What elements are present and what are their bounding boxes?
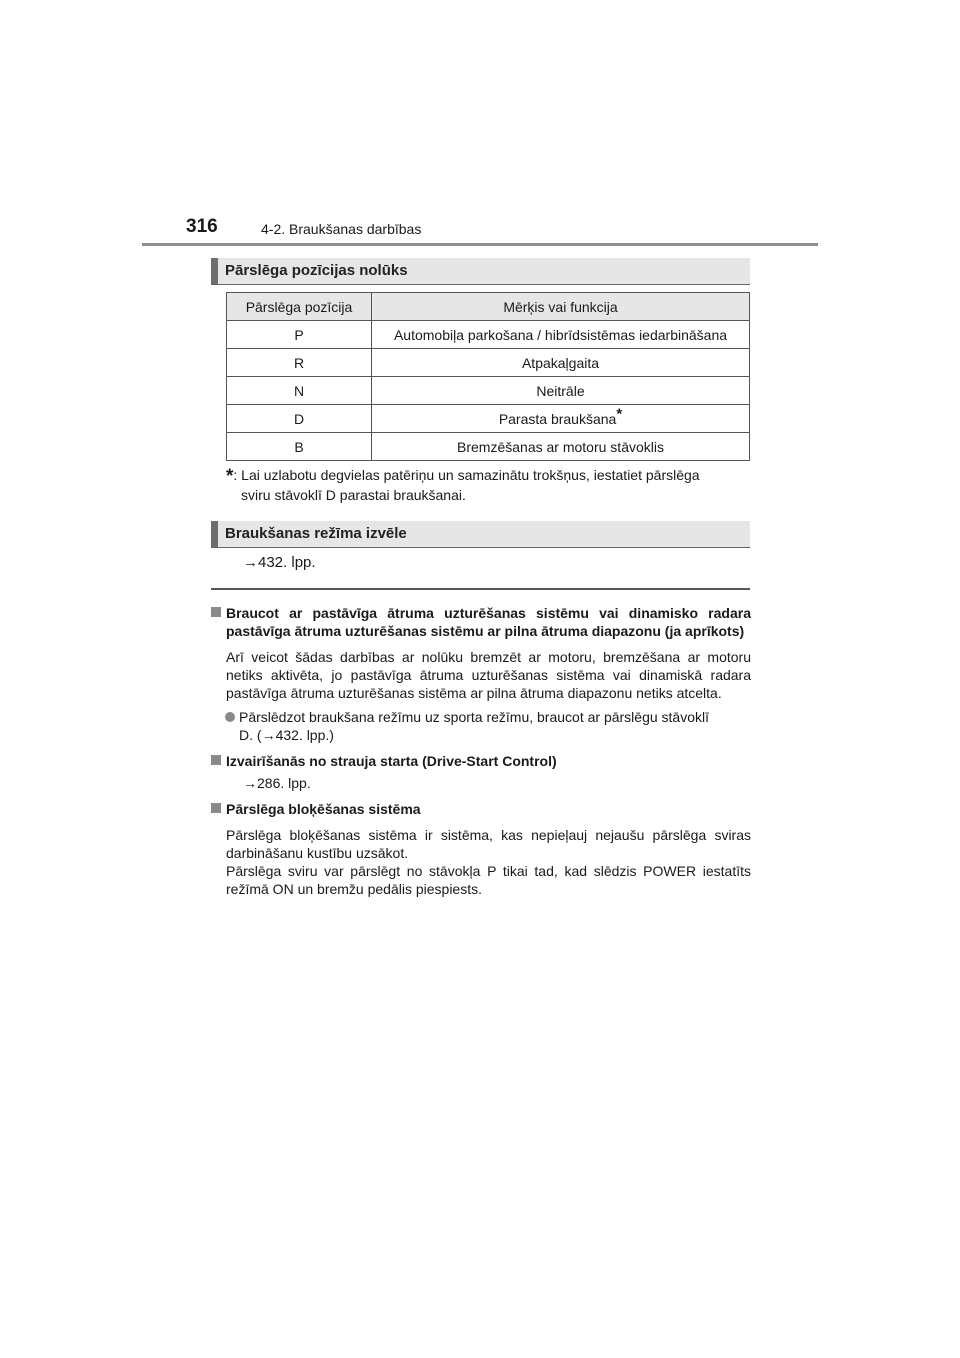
arrow-icon: → xyxy=(243,554,258,571)
arrow-icon: → xyxy=(261,727,276,743)
page-number: 316 xyxy=(186,216,218,237)
footnote-line2: sviru stāvoklī D parastai braukšanai. xyxy=(241,487,466,503)
note-title-text: Izvairīšanās no strauja starta (Drive-Start Control) xyxy=(226,753,557,769)
section-heading-shift-positions xyxy=(211,258,750,285)
reference-text: 432. lpp. xyxy=(258,554,316,571)
note-title xyxy=(211,752,751,770)
header-rule xyxy=(142,243,818,246)
notes-section xyxy=(211,596,751,898)
drive-mode-reference[interactable] xyxy=(243,554,316,571)
table-header-row xyxy=(227,293,750,321)
table-row xyxy=(227,433,750,461)
table-cell: Atpakaļgaita xyxy=(372,349,750,377)
section-path: 4-2. Braukšanas darbības xyxy=(261,221,422,237)
bullet-reference[interactable]: 432. lpp.) xyxy=(275,727,334,743)
reference-text: 286. lpp. xyxy=(257,775,311,791)
table-row xyxy=(227,321,750,349)
note-reference[interactable] xyxy=(211,774,751,792)
notes-divider xyxy=(211,588,750,590)
table-cell: B xyxy=(227,433,372,461)
square-bullet-icon xyxy=(211,607,221,617)
bullet-text-pre: D. ( xyxy=(239,727,262,743)
square-bullet-icon xyxy=(211,803,221,813)
note-body: Pārslēga bloķēšanas sistēma ir sistēma, kas nepieļauj nejaušu pārslēga sviras darbināšanu kustību uzsākot. xyxy=(226,827,751,861)
bullet-text: Pārslēdzot braukšana režīmu uz sporta režīmu, braucot ar pārslēgu stāvoklī xyxy=(239,709,709,725)
circle-bullet-icon xyxy=(225,712,235,722)
note-bullet xyxy=(211,708,751,744)
note-body: Pārslēga sviru var pārslēgt no stāvokļa P tikai tad, kad slēdzis POWER iestatīts režīmā ON un bremžu pedālis piespiests. xyxy=(226,863,751,897)
table-cell xyxy=(372,405,750,433)
table-cell-text: Parasta braukšana xyxy=(498,410,617,427)
table-header-cell: Pārslēga pozīcija xyxy=(227,293,372,321)
section-heading-label: Braukšanas režīma izvēle xyxy=(225,525,407,542)
footnote-star: * xyxy=(226,466,234,487)
table-row xyxy=(227,377,750,405)
note-title xyxy=(211,604,751,640)
table-cell: Automobiļa parkošana / hibrīdsistēmas iedarbināšana xyxy=(372,321,750,349)
table-row xyxy=(227,349,750,377)
table-cell: N xyxy=(227,377,372,405)
note-body: Arī veicot šādas darbības ar nolūku bremzēt ar motoru, bremzēšana ar motoru netiks aktivēta, jo pastāvīga ātruma uzturēšanas sistēma vai dinamiskā radara pastāvīga ātruma uzturēšanas sistēma ar pilna ātruma diapazonu netiks atcelta. xyxy=(226,649,751,701)
square-bullet-icon xyxy=(211,755,221,765)
table-cell: P xyxy=(227,321,372,349)
table-footnote xyxy=(226,465,746,505)
table-cell: Neitrāle xyxy=(372,377,750,405)
footnote-line1: : Lai uzlabotu degvielas patēriņu un samazinātu trokšņus, iestatiet pārslēga xyxy=(233,467,700,483)
table-cell: D xyxy=(227,405,372,433)
table-cell: Bremzēšanas ar motoru stāvoklis xyxy=(372,433,750,461)
table-cell: R xyxy=(227,349,372,377)
footnote-marker: * xyxy=(616,404,623,422)
section-heading-drive-mode xyxy=(211,521,750,548)
note-title-text: Braucot ar pastāvīga ātruma uzturēšanas sistēmu vai dinamisko radara pastāvīga ātruma uzturēšanas sistēmu ar pilna ātruma diapazonu (ja aprīkots) xyxy=(226,605,751,639)
table-header-cell: Mērķis vai funkcija xyxy=(372,293,750,321)
table-row xyxy=(227,405,750,433)
shift-position-table xyxy=(226,292,750,461)
section-heading-label: Pārslēga pozīcijas nolūks xyxy=(225,262,408,279)
arrow-icon: → xyxy=(243,775,257,791)
note-title xyxy=(211,800,751,818)
note-title-text: Pārslēga bloķēšanas sistēma xyxy=(226,801,421,817)
